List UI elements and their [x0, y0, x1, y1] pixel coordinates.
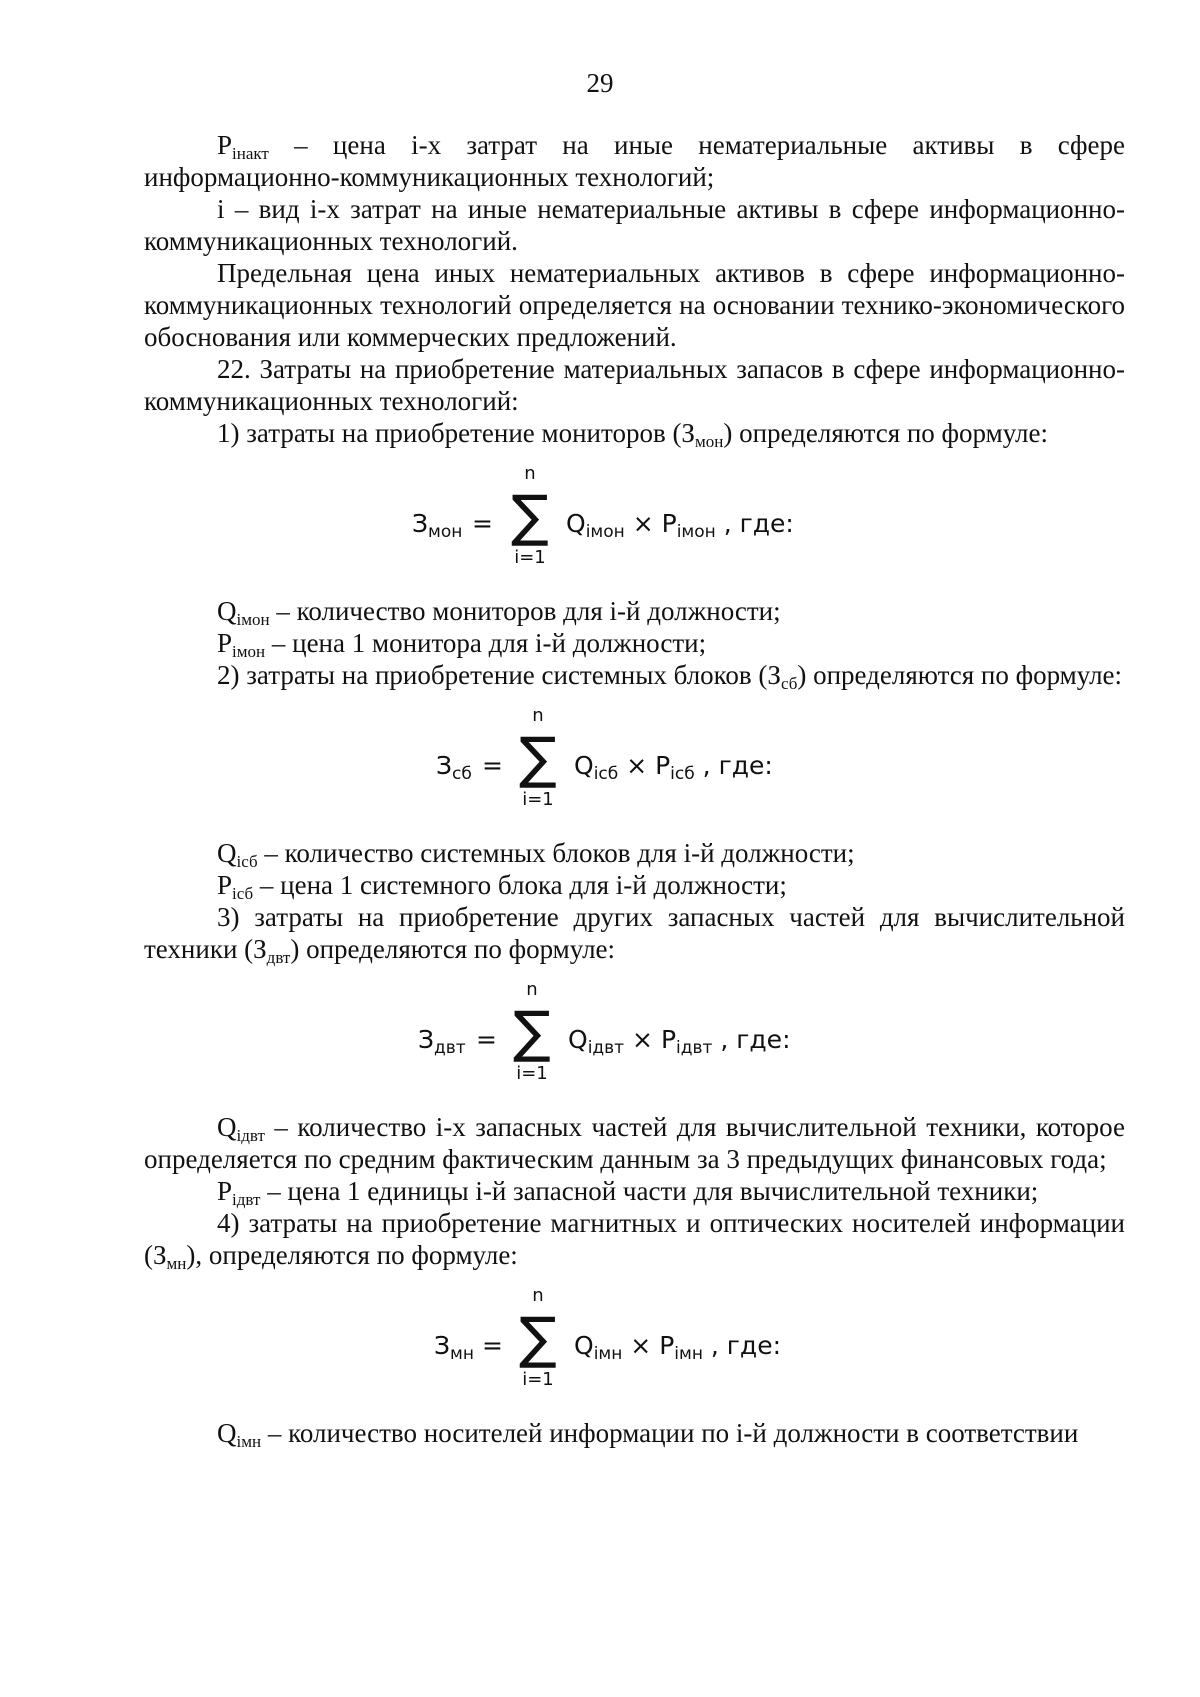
formula-sum: n ∑ i=1 — [519, 705, 557, 810]
paragraph-p-isb: $P_{iсб}$ – цена 1 системного блока для i-й должности; — [217, 870, 787, 903]
document-body — [144, 129, 1125, 1449]
formula-system-units — [144, 703, 1125, 823]
formula-sum: n ∑ i=1 — [513, 979, 551, 1084]
paragraph-system-units-intro: 2) затраты на приобретение системных блоков $(З_{сб})$ определяются по формуле: — [217, 660, 1123, 693]
formula-rhs: $Q_{iмн} \times P_{iмн}$ , где: — [574, 1331, 782, 1364]
paragraph-q-isb: $Q_{iсб}$ – количество системных блоков для i-й должности; — [217, 838, 855, 871]
paragraph-q-idvt: $Q_{iдвт}$ – количество i-х запасных частей для вычислительной техники, которое определяется по средним фактическим данным за 3 предыдущих финансовых года; — [144, 1112, 1125, 1174]
paragraph-media-intro: 4) затраты на приобретение магнитных и оптических носителей информации $(З_{мн})$, определяются по формуле: — [144, 1208, 1125, 1273]
formula-monitors — [144, 461, 1125, 581]
paragraph-q-imn: $Q_{iмн}$ – количество носителей информации по i-й должности в соответствии — [217, 1418, 1079, 1451]
paragraph-p-imon: $P_{iмон}$ – цена 1 монитора для i-й должности; — [217, 628, 707, 661]
paragraph-price-limit: Предельная цена иных нематериальных активов в сфере информационно-коммуникационных технологий определяется на основании технико-экономического обоснования или коммерческих предложений. — [144, 258, 1125, 352]
paragraph-p-inakt: $P_{iнакт}$ – цена i-х затрат на иные нематериальные активы в сфере информационно-коммуникационных технологий; — [144, 130, 1125, 192]
formula-rhs: $Q_{iсб} \times P_{iсб}$ , где: — [574, 751, 773, 784]
paragraph-spare-parts-intro: 3) затраты на приобретение других запасных частей для вычислительной техники $(З_{двт})$ определяются по формуле: — [144, 902, 1125, 967]
formula-lhs: $З_{мн}$ — [434, 1331, 474, 1364]
formula-lhs: $З_{двт}$ — [418, 1025, 466, 1058]
formula-equals: = — [482, 751, 503, 780]
paragraph-section-22: 22. Затраты на приобретение материальных запасов в сфере информационно-коммуникационных технологий: — [144, 354, 1125, 416]
formula-rhs: $Q_{iмон} \times P_{iмон}$ , где: — [566, 509, 794, 542]
formula-spare-parts — [144, 977, 1125, 1097]
formula-equals: = — [472, 509, 493, 538]
formula-sum: n ∑ i=1 — [511, 463, 549, 568]
paragraph-p-idvt: $P_{iдвт}$ – цена 1 единицы i-й запасной части для вычислительной техники; — [217, 1176, 1039, 1209]
page-number: 29 — [586, 68, 614, 98]
formula-lhs: $З_{мон}$ — [412, 509, 463, 542]
paragraph-i-definition: i – вид i-х затрат на иные нематериальные активы в сфере информационно-коммуникационных технологий. — [144, 194, 1125, 256]
formula-sum: n ∑ i=1 — [519, 1285, 557, 1390]
paragraph-q-imon: $Q_{iмон}$ – количество мониторов для i-й должности; — [217, 596, 781, 629]
formula-rhs: $Q_{iдвт} \times P_{iдвт}$ , где: — [568, 1025, 791, 1058]
formula-equals: = — [482, 1331, 503, 1360]
formula-media — [144, 1283, 1125, 1403]
formula-equals: = — [476, 1025, 497, 1054]
paragraph-monitors-intro: 1) затраты на приобретение мониторов $(З_{мон})$ определяются по формуле: — [217, 418, 1049, 451]
formula-lhs: $З_{сб}$ — [436, 751, 472, 784]
